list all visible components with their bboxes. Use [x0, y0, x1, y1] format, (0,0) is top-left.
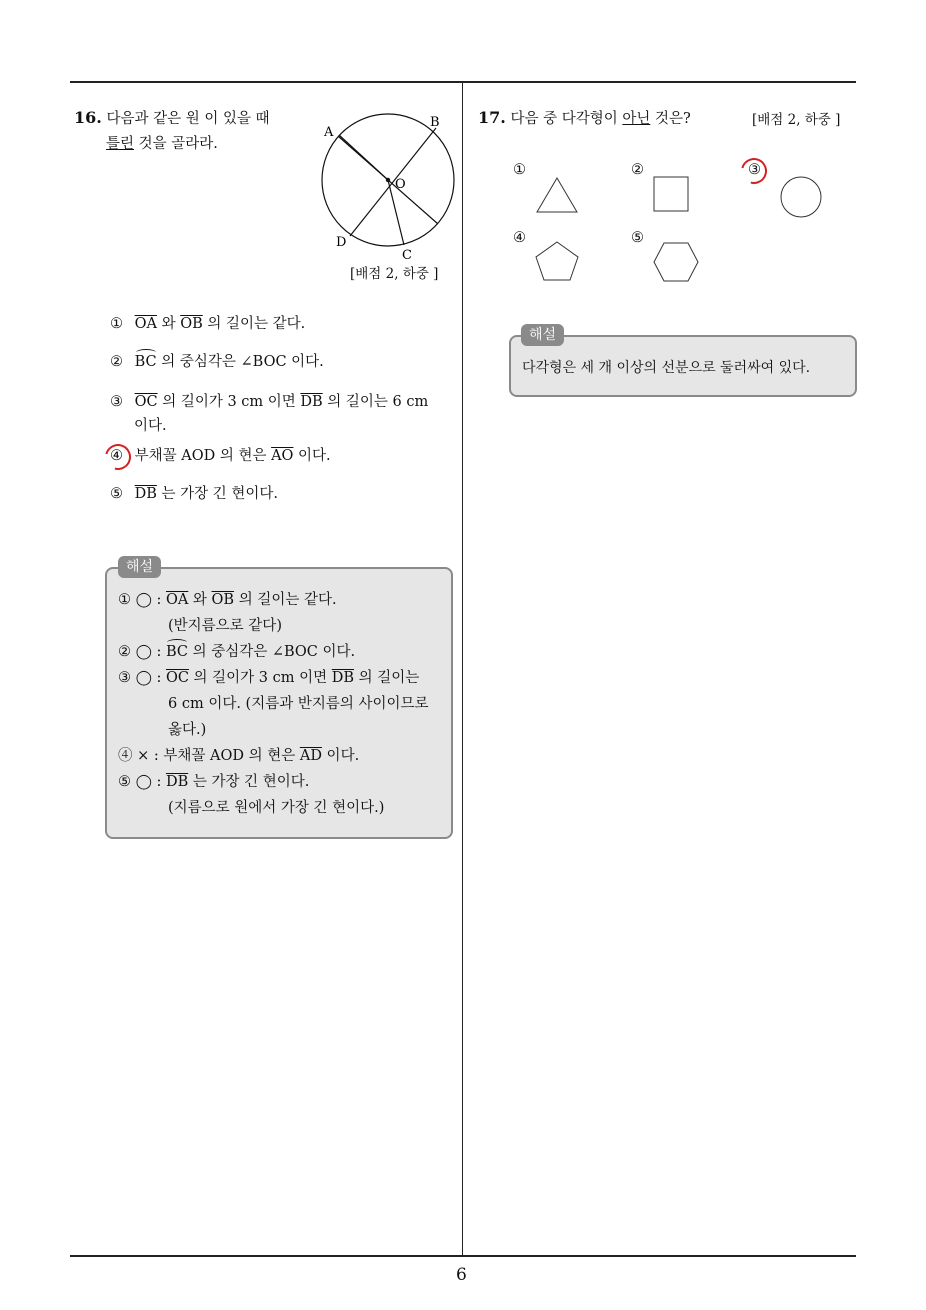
pentagon-icon: [534, 240, 580, 282]
page-number: 6: [456, 1265, 467, 1285]
q16-prompt: [74, 108, 270, 129]
q16-choice-3[interactable]: ③ $\overline{OC}$ 의 길이가 3 cm 이면 $\overline{DB}$ 의 길이는 6 cm: [110, 394, 429, 410]
q16-exp-line-8: ⑤ ◯ : $\overline{DB}$ 는 가장 긴 현이다.: [118, 774, 310, 790]
center-point: [386, 178, 390, 182]
q17-choice-5-marker[interactable]: ⑤: [631, 230, 644, 246]
q16-explanation-tag: 해설: [118, 556, 161, 578]
q16-prompt-underlined: 틀린: [106, 136, 135, 152]
q16-exp-line-2: (반지름으로 같다): [168, 618, 282, 634]
circle-icon: [779, 175, 823, 219]
diameter-bd: [350, 128, 436, 236]
q16-choice-2[interactable]: ② BC 의 중심각은 ∠BOC 이다.: [110, 354, 324, 370]
q16-prompt-line2: [106, 134, 218, 154]
q16-exp-line-9: (지름으로 원에서 가장 긴 현이다.): [168, 800, 385, 816]
answer-mark-q17: [736, 153, 772, 189]
q17-choice-4-marker[interactable]: ④: [513, 230, 526, 246]
q16-number: 16.: [74, 108, 102, 127]
q16-choice-3-cont: 이다.: [134, 418, 167, 434]
q16-exp-line-5: 6 cm 이다. (지름과 반지름의 사이이므로: [168, 696, 429, 712]
square-icon: [652, 175, 690, 213]
q17-choice-3-marker[interactable]: ③: [748, 162, 761, 178]
bottom-rule: [70, 1255, 856, 1257]
q16-exp-line-6: 옳다.): [168, 722, 207, 738]
q17-explanation-tag: 해설: [521, 324, 564, 346]
q16-prompt-rest: 것을 골라라.: [134, 136, 218, 152]
hexagon-icon: [652, 241, 700, 283]
column-divider: [462, 82, 463, 1256]
q17-explanation-text: 다각형은 세 개 이상의 선분으로 둘러싸여 있다.: [522, 360, 811, 376]
q16-prompt-line1: 다음과 같은 원 이 있을 때: [106, 111, 270, 127]
radius-oa: [339, 135, 388, 180]
q17-choice-2-marker[interactable]: ②: [631, 162, 644, 178]
answer-mark-q16: [100, 439, 136, 475]
q16-exp-line-7: ④ × : 부채꼴 AOD 의 현은 $\overline{AD}$ 이다.: [118, 748, 360, 764]
label-c: C: [402, 248, 412, 263]
q17-score: [배점 2, 하중 ]: [752, 112, 841, 128]
triangle-icon: [535, 176, 579, 214]
label-o: O: [395, 177, 406, 192]
q16-exp-line-4: ③ ◯ : $\overline{OC}$ 의 길이가 3 cm 이면 $\overline{DB}$ 의 길이는: [118, 670, 420, 686]
q17-prompt: 17. 다음 중 다각형이 아닌 것은?: [478, 108, 691, 127]
q16-score: [배점 2, 하중 ]: [350, 266, 439, 282]
q17-number: 17.: [478, 108, 506, 127]
q16-exp-line-1: ① ◯ : $\overline{OA}$ 와 $\overline{OB}$ 의 길이는 같다.: [118, 592, 337, 608]
label-d: D: [336, 235, 347, 250]
label-b: B: [430, 115, 440, 130]
q16-choice-4[interactable]: ④ 부채꼴 AOD 의 현은 $\overline{AO}$ 이다.: [110, 448, 331, 464]
q16-choice-1[interactable]: ① $\overline{OA}$ 와 $\overline{OB}$ 의 길이는 같다.: [110, 316, 306, 332]
label-a: A: [324, 125, 334, 140]
q17-choice-1-marker[interactable]: ①: [513, 162, 526, 178]
q16-circle-diagram: [312, 106, 462, 266]
q16-choice-5[interactable]: ⑤ $\overline{DB}$ 는 가장 긴 현이다.: [110, 486, 278, 502]
q16-exp-line-3: ② ◯ : BC 의 중심각은 ∠BOC 이다.: [118, 644, 356, 660]
